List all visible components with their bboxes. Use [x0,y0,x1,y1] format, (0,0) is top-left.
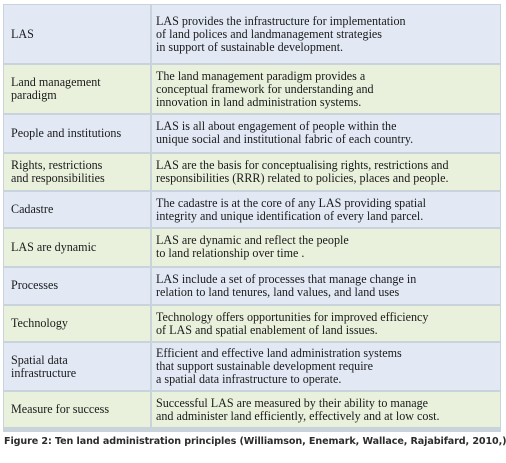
table-row [4,392,500,427]
table-row [4,115,500,152]
principle-description: LAS provides the infrastructure for implementation of land polices and landmanagement strategies in support of sustainable development. [152,5,500,63]
principle-description: LAS are dynamic and reflect the people to land relationship over time . [152,229,500,266]
principles-table-frame [3,4,501,432]
figure-caption: Figure 2: Ten land administration principles (Williamson, Enemark, Wallace, Rajabifard, 2010,) [4,436,506,447]
principle-description: Technology offers opportunities for improved efficiency of LAS and spatial enablement of land issues. [152,306,500,341]
table-row [4,268,500,305]
principle-term: Processes [4,268,152,305]
principle-term: Spatial data infrastructure [4,343,152,391]
principle-term: Rights, restrictions and responsibilities [4,154,152,191]
table-row [4,192,500,227]
principle-term: Cadastre [4,192,152,227]
principle-description: Successful LAS are measured by their ability to manage and administer land efficiently, effectively and at low cost. [152,392,500,427]
principle-term: Land management paradigm [4,65,152,113]
table-row [4,229,500,266]
table-row [4,154,500,191]
table-row [4,306,500,341]
principle-description: The land management paradigm provides a conceptual framework for understanding and innovation in land administration systems. [152,65,500,113]
principle-description: Efficient and effective land administration systems that support sustainable development require a spatial data infrastructure to operate. [152,343,500,391]
table-row [4,343,500,391]
principle-term: LAS are dynamic [4,229,152,266]
principle-term: People and institutions [4,115,152,152]
table-row [4,65,500,113]
principle-term: Measure for success [4,392,152,427]
table-row [4,5,500,63]
principle-description: LAS include a set of processes that manage change in relation to land tenures, land values, and land uses [152,268,500,305]
principle-description: LAS are the basis for conceptualising rights, restrictions and responsibilities (RRR) related to policies, places and people. [152,154,500,191]
principle-description: The cadastre is at the core of any LAS providing spatial integrity and unique identification of every land parcel. [152,192,500,227]
principle-term: LAS [4,5,152,63]
principle-term: Technology [4,306,152,341]
principles-table [4,3,500,429]
principle-description: LAS is all about engagement of people within the unique social and institutional fabric of each country. [152,115,500,152]
